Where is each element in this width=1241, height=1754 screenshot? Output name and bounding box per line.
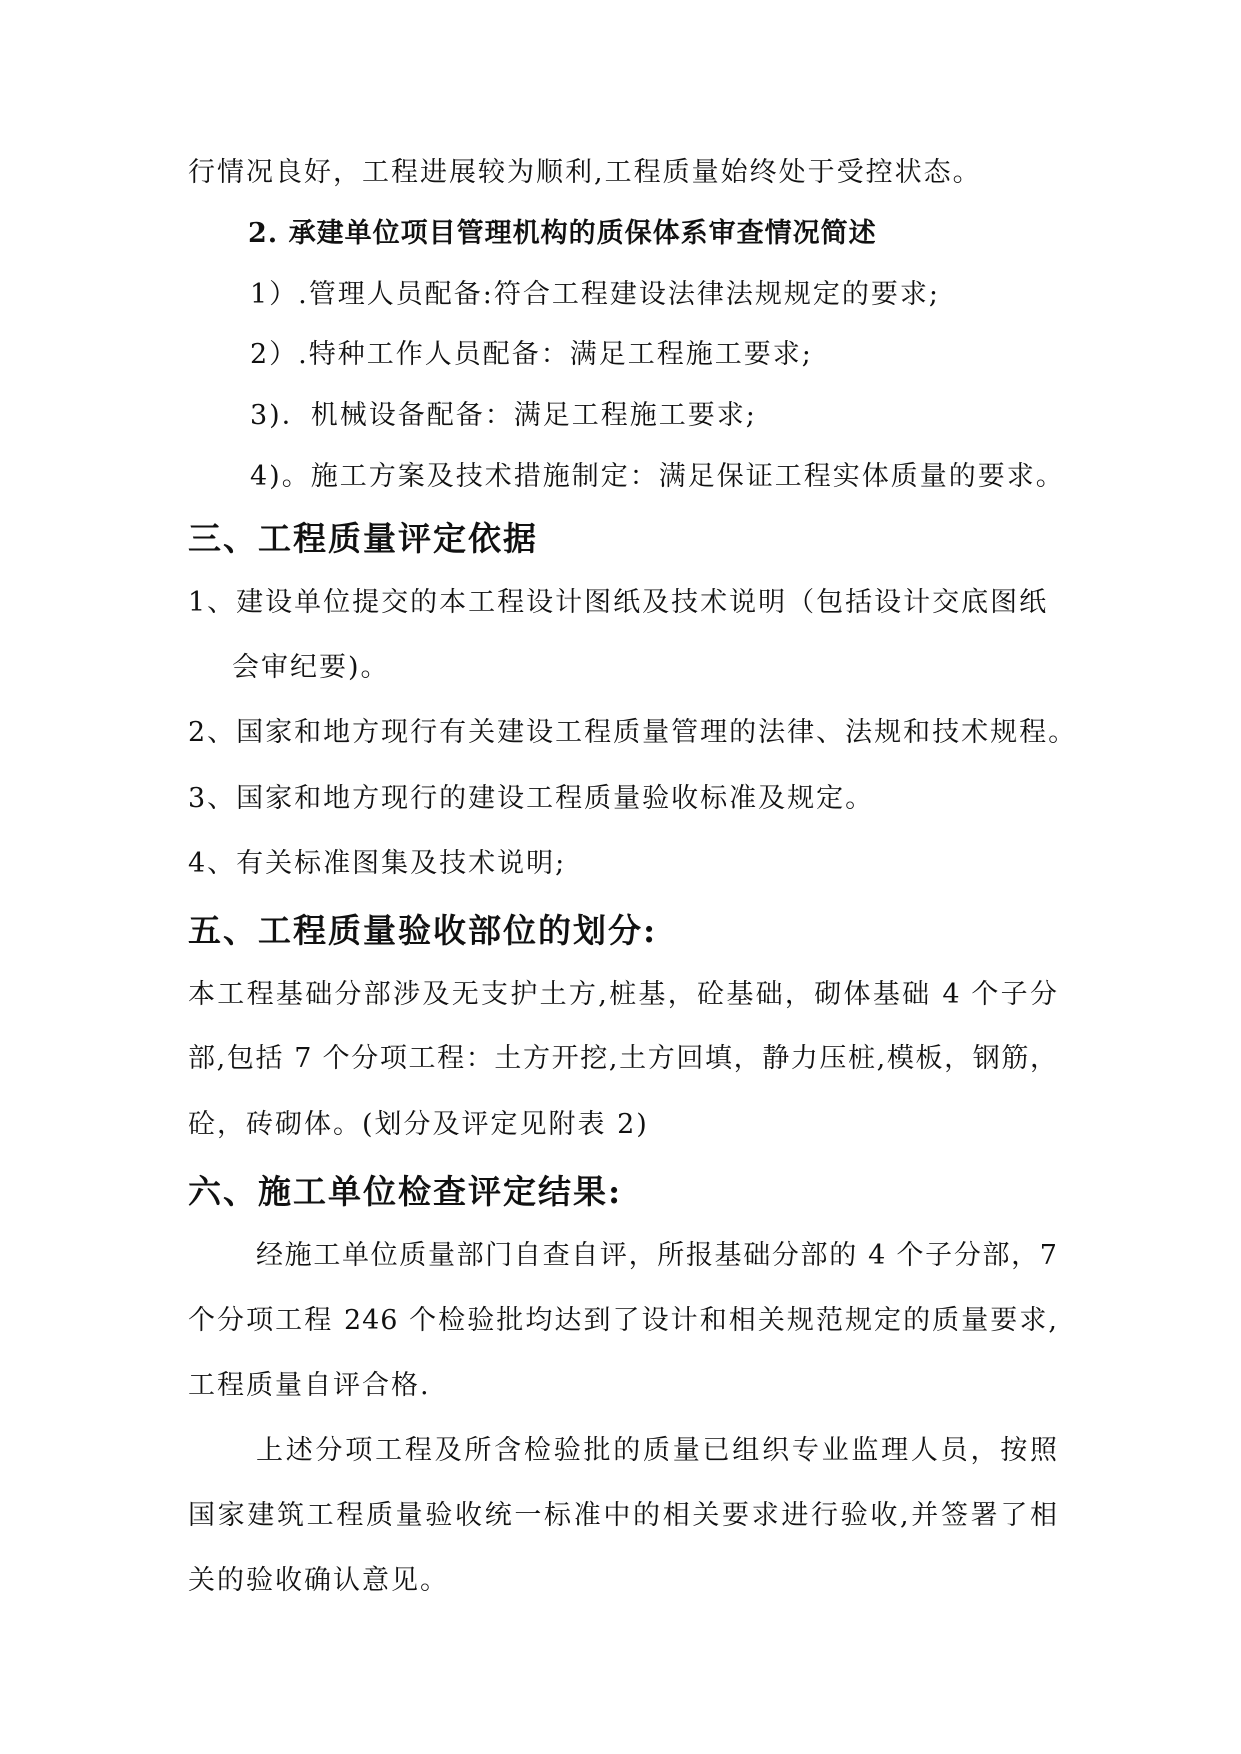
list-item-machinery: 3)．机械设备配备：满足工程施工要求; — [250, 400, 757, 431]
result-paragraph-1-line-1: 经施工单位质量部门自查自评，所报基础分部的 4 个子分部，7 — [256, 1240, 1058, 1271]
list-item-management-staff: 1）.管理人员配备:符合工程建设法律法规规定的要求; — [250, 279, 940, 310]
basis-item-1: 1、建设单位提交的本工程设计图纸及技术说明（包括设计交底图纸 — [188, 587, 1049, 618]
basis-item-4: 4、有关标准图集及技术说明; — [188, 848, 567, 879]
basis-item-1-continuation: 会审纪要)。 — [232, 652, 390, 683]
division-paragraph-line-2: 部,包括 7 个分项工程：土方开挖,土方回填，静力压桩,模板，钢筋， — [188, 1043, 1058, 1074]
basis-item-3: 3、国家和地方现行的建设工程质量验收标准及规定。 — [188, 783, 875, 814]
subheading-quality-system: 2. 承建单位项目管理机构的质保体系审查情况简述 — [248, 218, 877, 249]
division-paragraph-line-1: 本工程基础分部涉及无支护土方,桩基，砼基础，砌体基础 4 个子分 — [188, 979, 1058, 1010]
result-paragraph-1-line-2: 个分项工程 246 个检验批均达到了设计和相关规范规定的质量要求, — [188, 1305, 1058, 1336]
division-paragraph-line-3: 砼，砖砌体。(划分及评定见附表 2) — [188, 1109, 649, 1140]
section-heading-acceptance-division: 五、工程质量验收部位的划分: — [188, 911, 658, 950]
result-paragraph-1-line-3: 工程质量自评合格. — [188, 1370, 431, 1401]
result-paragraph-2-line-3: 关的验收确认意见。 — [188, 1565, 449, 1596]
list-item-special-workers: 2）.特种工作人员配备：满足工程施工要求; — [250, 339, 813, 370]
section-heading-inspection-result: 六、施工单位检查评定结果: — [188, 1172, 623, 1211]
paragraph-continuation: 行情况良好，工程进展较为顺利,工程质量始终处于受控状态。 — [188, 157, 982, 188]
result-paragraph-2-line-1: 上述分项工程及所含检验批的质量已组织专业监理人员，按照 — [256, 1435, 1058, 1466]
basis-item-2: 2、国家和地方现行有关建设工程质量管理的法律、法规和技术规程。 — [188, 717, 1078, 748]
result-paragraph-2-line-2: 国家建筑工程质量验收统一标准中的相关要求进行验收,并签署了相 — [188, 1500, 1058, 1531]
list-item-construction-plan: 4)。施工方案及技术措施制定：满足保证工程实体质量的要求。 — [250, 461, 1065, 492]
section-heading-evaluation-basis: 三、工程质量评定依据 — [188, 519, 538, 558]
